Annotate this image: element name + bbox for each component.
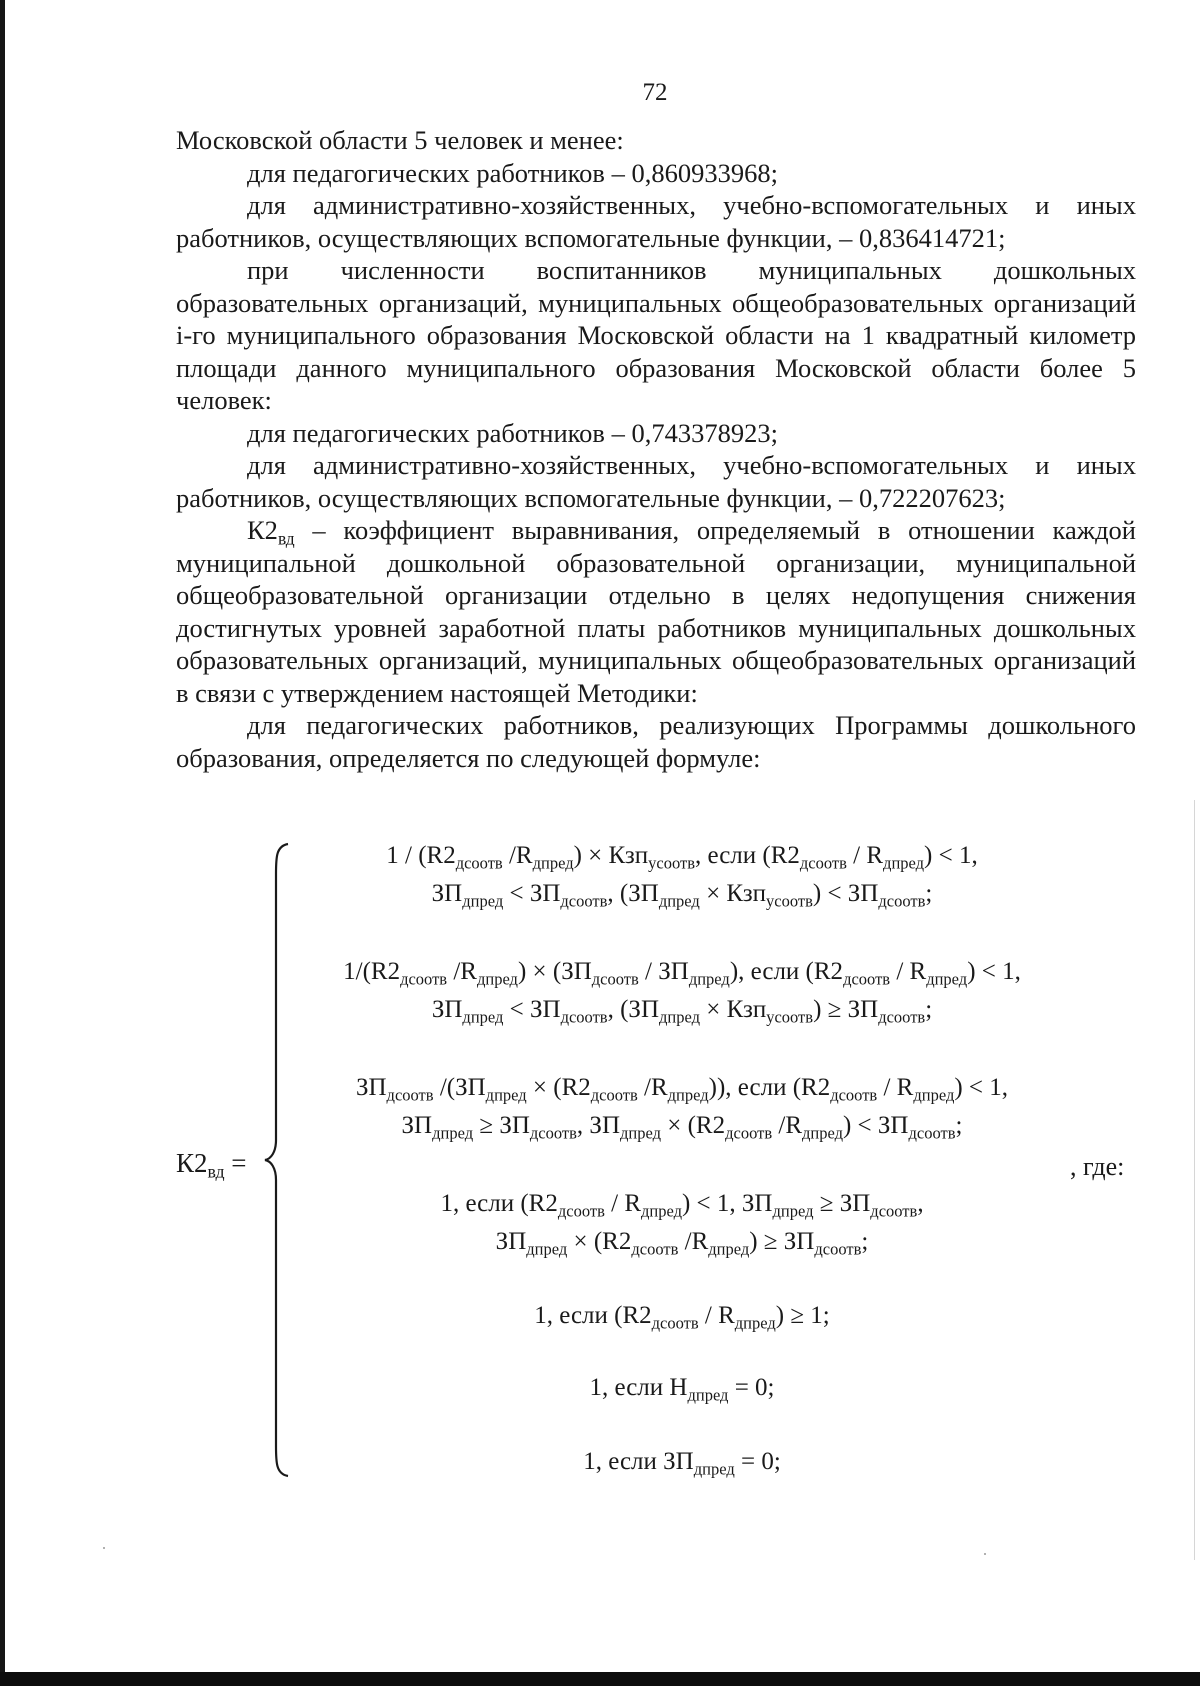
paragraph-k2vd-definition: $К2_{вд}$ – коэффициент выравнивания, определяемый в отношении каждой муниципальной дошкольной образовательной организации, муниципальной общеобразовательной организации отдельно в целях недопущения снижения достигнутых уровней заработной платы работников муниципальных дошкольных образовательных организаций, муниципальных общеобразовательных организаций в связи с утверждением настоящей Методики: bbox=[176, 515, 1136, 708]
formula-case-2-line-2: $ЗП_{дпред} < ЗП_{дсоотв}$, $(ЗП_{дпред} \times Кзп_{усоотв}) \ge ЗП_{дсоотв}$; bbox=[431, 996, 933, 1027]
formula-case-7: 1, если $ЗП_{дпред} = 0$; bbox=[583, 1448, 781, 1479]
paragraph-region-end: Московской области 5 человек и менее: bbox=[176, 125, 624, 155]
formula-case-4-line-2: $ЗП_{дпред} \times (R2_{дсоотв}$ $/R_{дпред}) \ge ЗП_{дсоотв}$; bbox=[495, 1228, 869, 1259]
formula-lhs: $К2_{вд}$ = bbox=[176, 1148, 247, 1182]
formula-case-2-line-1: $1/(R2_{дсоотв}$ $/R_{дпред}) \times (ЗП_{дсоотв} / ЗП_{дпред})$, если $(R2_{дсоотв} / R_{дпред}) < 1$, bbox=[343, 958, 1021, 989]
formula-case-1-line-2: $ЗП_{дпред} < ЗП_{дсоотв}$, $(ЗП_{дпред} \times Кзп_{усоотв}) < ЗП_{дсоотв}$; bbox=[431, 880, 933, 911]
paragraph-density-over-5: при численности воспитанников муниципальных дошкольных образовательных организаций, муниципальных общеобразовательных организаций i-го муниципального образования Московской области на 1 квадратный километр площади данного муниципального образования Московской области более 5 человек: bbox=[176, 255, 1136, 415]
paragraph-admin-coef-1: для административно-хозяйственных, учебно-вспомогательных и иных работников, осуществляющих вспомогательные функции, – 0,836414721; bbox=[176, 190, 1136, 253]
formula-case-5: 1, если $(R2_{дсоотв} / R_{дпред}) \ge 1$; bbox=[534, 1302, 830, 1333]
page-number: 72 bbox=[642, 79, 668, 106]
paragraph-teachers-coef-2: для педагогических работников – 0,743378923; bbox=[247, 417, 778, 448]
formula-case-6: 1, если $Н_{дпред} = 0$; bbox=[589, 1374, 775, 1405]
formula-case-1-line-1: $1 / (R2_{дсоотв}$ $/R_{дпред}) \times Кзп_{усоотв}$, если $(R2_{дсоотв} / R_{дпред}) < 1$, bbox=[386, 842, 978, 873]
paragraph-teachers-coef-1: для педагогических работников – 0,860933968; bbox=[247, 157, 778, 188]
formula-where: , где: bbox=[1070, 1152, 1125, 1181]
paragraph-admin-coef-2: для административно-хозяйственных, учебно-вспомогательных и иных работников, осуществляющих вспомогательные функции, – 0,722207623; bbox=[176, 450, 1136, 513]
formula-case-3-line-2: $ЗП_{дпред} \ge ЗП_{дсоотв}$, $ЗП_{дпред} \times (R2_{дсоотв}$ $/R_{дпред}) < ЗП_{дсоотв}$; bbox=[401, 1112, 963, 1143]
formula-case-3-line-1: $ЗП_{дсоотв}$ $/(ЗП_{дпред} \times (R2_{дсоотв}$ $/R_{дпред}$)), если $(R2_{дсоотв} / R_{дпред}) < 1$, bbox=[355, 1074, 1009, 1105]
formula-case-4-line-1: 1, если $(R2_{дсоотв} / R_{дпред}) < 1$, $ЗП_{дпред} \ge ЗП_{дсоотв}$, bbox=[440, 1190, 924, 1221]
paragraph-formula-intro: для педагогических работников, реализующих Программы дошкольного образования, определяется по следующей формуле: bbox=[176, 710, 1136, 773]
